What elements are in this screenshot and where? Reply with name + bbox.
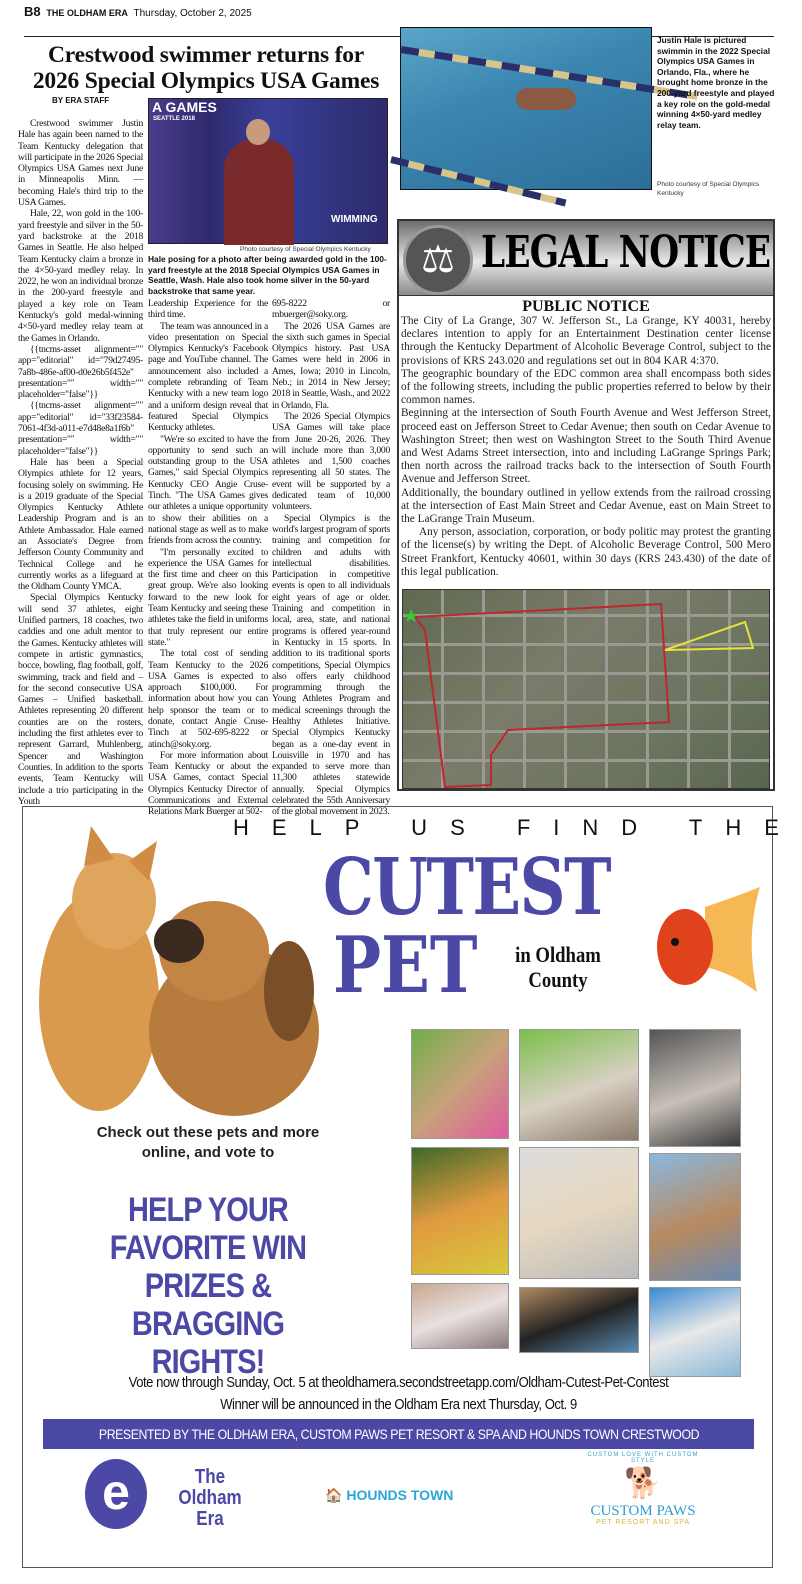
pet-photo <box>649 1287 741 1377</box>
custom-paws-tagline: CUSTOM LOVE WITH CUSTOM STYLE <box>587 1452 699 1464</box>
paragraph: Leadership Experience for the third time. <box>148 298 268 321</box>
article-column-2 <box>148 298 268 818</box>
public-notice-heading: PUBLIC NOTICE <box>522 298 650 315</box>
map-overlay <box>403 590 771 790</box>
pet-photo <box>519 1147 639 1279</box>
ad-title-pet: PET <box>333 920 478 1011</box>
paragraph: The total cost of sending Team Kentucky to the 2026 USA Games is expected to approach $100,000. For information about how you can help sponsor the team or to donate, contact Angie Cruse-Tinch at 502-695-8222 or atinch@soky.org. <box>148 648 268 750</box>
ad-title-cutest: CUTEST <box>323 842 610 933</box>
paragraph: Special Olympics Kentucky will send 37 athletes, eight Unified partners, 18 coaches, two caddies and one adult mentor to the Games. Kentucky athletes will compete in artistic gymnastics, bocce, bowling, flag football, golf, swimming, track and field and – for the second consecutive USA Games – Unified basketball. Athletes representing 20 different counties are on the rosters, including the first athletes ever to represent Garrard, Muhlenberg, Spencer and Washington Counties. In addition to the sports events, Team Kentucky will include a trio participating in the Youth <box>18 592 143 807</box>
photo-banner-text-2: WIMMING <box>331 214 378 225</box>
custom-paws-name: CUSTOM PAWS <box>590 1503 696 1519</box>
paragraph: The City of La Grange, 307 W. Jefferson St., La Grange, KY 40031, hereby declares intention to apply for an Entertainment Destination center license through the Kentucky Department of Alcoholic Beverage Control, subject to the provisions of KRS 243.020 and regulations set out in 804 KAR 4:370. <box>401 315 771 367</box>
paragraph: {{tncms-asset alignment="" app="editorial" id="79d27495-7a8b-486e-af00-d0e26b5f452e" presentation="" width="" placeholder="false"}} <box>18 343 143 401</box>
athlete-figure <box>224 139 294 245</box>
legal-notice-title: LEGAL NOTICE <box>481 227 771 278</box>
paragraph: 695-8222 or mbuerger@soky.org. <box>272 298 390 321</box>
paragraph: Hale has been a Special Olympics athlete for 12 years, focusing solely on swimming. He is a 2019 graduate of the Special Olympics Kentucky Athlete Leadership Program and is an Athlete Ambassador. Hale earned an Associate's Degree from Jefferson County Community and Technical College and he currently works as a lifeguard at the Oldham County YMCA. <box>18 456 143 593</box>
newspaper-name: THE OLDHAM ERA <box>46 8 128 18</box>
paragraph: "I'm personally excited to experience the USA Games for the first time and cheer on this great group. We're also looking forward to the new look for Team Kentucky and seeing these athletes take the field in uniforms that truly represent our entire state." <box>148 546 268 648</box>
dog-and-cat-house-icon: 🐕 <box>624 1467 662 1500</box>
paragraph: Special Olympics is the world's largest program of sports training and competition for children and adults with intellectual disabilities. Participation in competitive events is open to all individuals eight years of age or older. Training and competition in local, area, state, and national programs is offered year-round in Kentucky in 15 sports. In addition to its traditional sports competitions, Special Olympics also offers early childhood programming through the Young Athletes Program and medical screenings through the Healthy Athletes Initiative. Special Olympics Kentucky began as a one-day event in Louisville in 1970 and has expanded to serve more than 11,300 athletes statewide annually. Special Olympics celebrated the 55th Anniversary of the global movement in 2023. <box>272 512 391 818</box>
paragraph: {{tncms-asset alignment="" app="editorial" id="33f23584-7061-4f3d-a011-e7d48e8a1f6b" presentation="" width="" placeholder="false"}} <box>18 400 143 457</box>
paragraph: The geographic boundary of the EDC common area shall encompass both sides of the following streets, including the public properties referred to below by their common names. <box>401 367 771 407</box>
hale-medal-photo <box>148 98 388 244</box>
photo-credit: Photo courtesy of Special Olympics Kentucky <box>240 246 371 253</box>
voting-info <box>61 1372 737 1416</box>
cutest-pet-ad <box>22 806 802 1568</box>
house-dog-icon: 🏠 <box>325 1487 347 1503</box>
photo-banner-subtext: SEATTLE 2018 <box>153 116 195 122</box>
pet-photo <box>411 1283 509 1349</box>
pet-photo <box>649 1153 741 1281</box>
legal-notice-banner <box>399 221 773 296</box>
swimming-photo <box>400 27 652 190</box>
paragraph: Beginning at the intersection of South Fourth Avenue and West Jefferson Street, proceed east on Jefferson Street to Cedar Avenue; then south on Cedar Avenue to Washington Street; then west on Washington Street to the South Third Avenue and West Adams Street intersection, into and including LaGrange Springs Park; then north across the railroad tracks back to the intersection of South Fourth Avenue and Jefferson Street. <box>401 407 771 486</box>
byline: BY ERA STAFF <box>52 96 110 105</box>
article-headline <box>22 42 390 94</box>
lane-rope <box>390 156 566 206</box>
swimmer <box>516 88 576 110</box>
paragraph: For more information about Team Kentucky or about the USA Games, contact Special Olympics Kentucky Director of Communications and External Relations Mark Buerger at 502- <box>148 749 268 818</box>
pet-photo <box>519 1287 639 1353</box>
custom-paws-logo <box>583 1452 703 1547</box>
goldfish-image <box>645 887 765 997</box>
sponsors-banner <box>43 1419 754 1449</box>
ad-title-location <box>490 942 626 992</box>
headline-line-2: 2026 Special Olympics USA Games <box>32 68 380 94</box>
paragraph: The team was announced in a video presentation on Special Olympics Kentucky's Facebook page and YouTube channel. The announcement also included a complete rebranding of Team Kentucky with a new team logo and a uniform design reveal that featured Special Olympics Kentucky athletes. <box>148 320 268 434</box>
page-number: B8 <box>24 4 41 19</box>
swim-photo-caption: Justin Hale is pictured swimmin in the 2022 Special Olympics USA Games in Orlando, Fla., where he brought home bronze in the 200-yard freestyle and played a key role on the gold-medal winning 4×50-yard medley relay team. <box>657 35 775 130</box>
legal-notice-text <box>401 315 771 579</box>
oldham-era-logo <box>85 1459 265 1529</box>
headline-line-1: Crestwood swimmer returns for <box>48 42 364 68</box>
era-e-icon: e <box>85 1459 147 1529</box>
photo-banner-text: A GAMES <box>152 99 217 115</box>
vote-line: Vote now through Sunday, Oct. 5 at theoldhamera.secondstreetapp.com/Oldham-Cutest-Pet-Contest <box>128 1375 669 1391</box>
star-marker-icon <box>404 609 418 622</box>
paragraph: Additionally, the boundary outlined in yellow extends from the railroad crossing at the intersection of East Main Street and Cedar Avenue, east on Main Street to the LaGrange Train Museum. <box>401 486 771 526</box>
yellow-extension-outline <box>665 622 753 650</box>
hounds-town-logo <box>325 1487 453 1504</box>
ad-call-to-action: HELP YOUR FAVORITE WIN PRIZES & BRAGGING RIGHTS! <box>109 1191 307 1381</box>
paragraph: Crestwood swimmer Justin Hale has again been named to the Team Kentucky delegation that will participate in the 2026 Special Olympics USA Games next June in Minneapolis Minn. — becoming Hale's third trip to the USA Games. <box>18 118 144 209</box>
paragraph: The 2026 USA Games are the sixth such games in Special Olympics history. Past USA Games were held in 2006 in Ames, Iowa; 2010 in Lincoln, Neb.; in 2014 in New Jersey; 2018 in Seattle, Wash., and 2022 in Orlando, Fla. <box>272 320 390 411</box>
custom-paws-subtitle: PET RESORT AND SPA <box>595 1519 691 1526</box>
location-line-2: County <box>528 967 588 992</box>
era-logo-text <box>163 1467 257 1530</box>
era-logo-line-1: The <box>194 1466 226 1488</box>
location-line-1: in Oldham <box>515 942 601 967</box>
pet-photo <box>649 1029 741 1147</box>
pet-photo <box>411 1147 509 1275</box>
kitten-and-puppy-image <box>29 821 329 1111</box>
legal-notice <box>397 219 775 791</box>
page-header <box>24 4 252 19</box>
paragraph: Hale, 22, won gold in the 100-yard freestyle and silver in the 50-yard backstroke at the 2018 Games in Seattle. He also helped Team Kentucky claim a bronze in the 4×50-yard medley relay. In 2022, he won an individual bronze in the 200-yard freestyle and played a key role on Team Kentucky's gold medal-winning 4×50-yard medley relay team at the Games in Orlando. <box>18 208 143 344</box>
edc-boundary-map <box>402 589 770 789</box>
photo-caption: Hale posing for a photo after being awarded gold in the 100-yard freestyle at the 2018 Special Olympics USA Games in Seattle, Wash. Hale also took home silver in the 50-yard backstroke that same year. <box>148 254 387 296</box>
sponsors-text: PRESENTED BY THE OLDHAM ERA, CUSTOM PAWS PET RESORT & SPA AND HOUNDS TOWN CRESTWOOD <box>98 1426 699 1442</box>
article-column-1 <box>18 118 144 807</box>
edc-boundary-outline <box>415 604 669 787</box>
ad-instructions: Check out these pets and more online, and vote to <box>96 1124 320 1161</box>
winner-line: Winner will be announced in the Oldham Era next Thursday, Oct. 9 <box>220 1397 577 1413</box>
swim-photo-credit: Photo courtesy of Special Olympics Kentucky <box>657 181 760 197</box>
paragraph: The 2026 Special Olympics USA Games will take place from June 20-26, 2026. They will include more than 3,000 athletes and 1,500 coaches representing all 50 states. The event will be supported by a dedicated team of 10,000 volunteers. <box>272 410 390 513</box>
paragraph: "We're so excited to have the opportunity to send such an outstanding group to the USA Games," said Special Olympics Kentucky CEO Angie Cruse-Tinch. "The USA Games gives our athletes a unique opportunity to show their abilities on a national stage as well as to make friends from across the country. <box>148 433 268 547</box>
paragraph: Any person, association, corporation, or body politic may protest the granting of the license(s) by writing the Dept. of Alcoholic Beverage Control, 500 Mero Street Frankfort, Kentucky 40601, within 30 days (KRS 243.430) of the date of this legal publication. <box>401 526 771 578</box>
ad-kicker: HELP US FIND THE <box>233 815 802 840</box>
article-column-3 <box>272 298 391 818</box>
pet-photo <box>411 1029 509 1139</box>
hounds-town-text: HOUNDS TOWN <box>346 1487 454 1503</box>
scales-of-justice-icon: ⚖ <box>403 225 473 295</box>
pet-photo <box>519 1029 639 1141</box>
issue-date: Thursday, October 2, 2025 <box>133 8 252 19</box>
era-logo-line-2: Oldham Era <box>178 1487 242 1530</box>
